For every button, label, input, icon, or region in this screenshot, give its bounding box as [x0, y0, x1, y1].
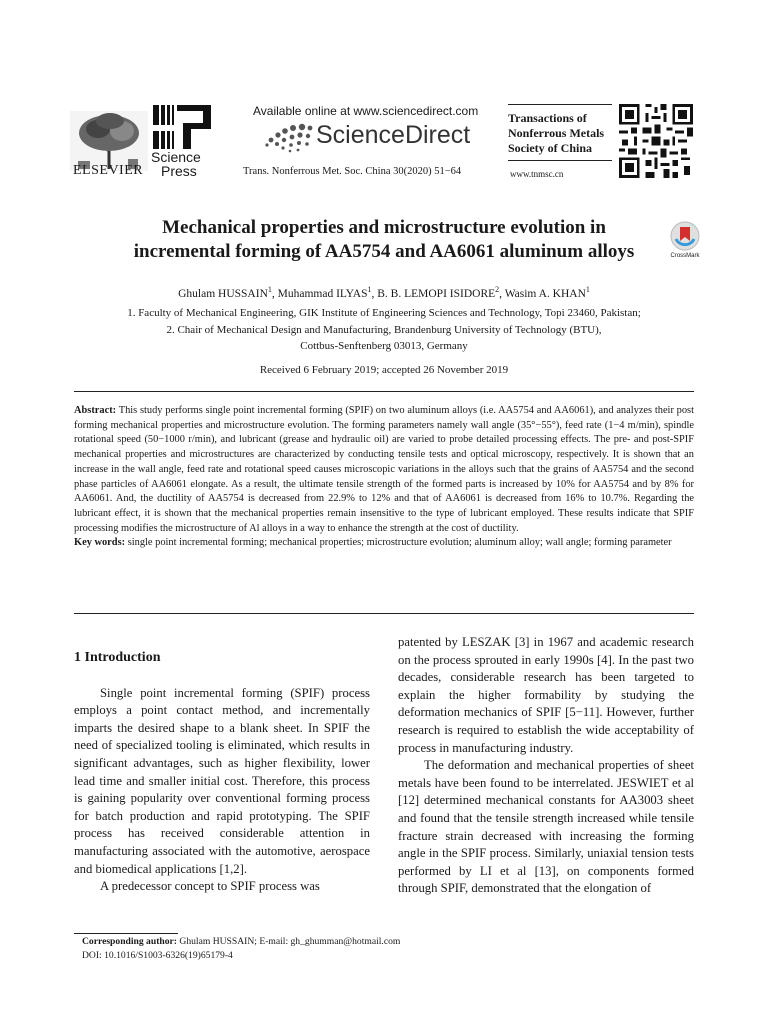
section-heading: 1 Introduction — [74, 650, 161, 665]
affiliation-line: Cottbus-Senftenberg 03013, Germany — [300, 340, 468, 352]
abstract — [74, 404, 694, 551]
affiliation-line: 1. Faculty of Mechanical Engineering, GIK Institute of Engineering Sciences and Technology, Topi 23460, Pakistan; — [127, 307, 641, 319]
corresponding-text: Ghulam HUSSAIN; E-mail: gh_ghumman@hotmail.com — [179, 936, 401, 947]
divider-bottom — [74, 613, 694, 614]
paragraph: The deformation and mechanical properties of sheet metals have been found to be interrelated. JESWIET et al [12] determined mechanical constants for AA3003 sheet and found that the tensile strength increased while tensile fracture strain decreased with increasing the forming angle in the SPIF process. Similarly, uniaxial tension tests performed by LI et al [13], on components formed through SPIF, demonstrated that the elongation of — [398, 758, 694, 896]
corresponding-label: Corresponding author: — [82, 936, 177, 947]
author-affiliation-mark: 2 — [495, 285, 500, 294]
science-press-logo — [151, 103, 213, 151]
footnote-rule — [74, 933, 178, 934]
abstract-text: This study performs single point incremental forming (SPIF) on two aluminum alloys (i.e. AA5754 and AA6061), and analyzes their post forming mechanical properties and microstructure evolution. The forming parameters namely wall angle (35°−55°), feed rate (1−4 m/min), spindle rotational speed (50−1000 r/min), and lubricant (grease and hydraulic oil) are varied to probe detailed processing effects. The pre- and post-SPIF mechanical properties and microstructures are characterized by conducting tensile tests and optical microscopy, respectively. It is shown that an increase in the wall angle, feed rate and rotational speed causes microscopic variations in the alloys such that the grains of AA5754 and the second phase particles of AA6061 elongate. As a result, the ultimate tensile strength of the formed parts is increased by 10% for AA5754 and by 8% for AA6061. And, the ductility of AA5754 is decreased from 22.9% to 12% and that of AA6061 is decreased from 16% to 10.7%. Regarding the lubricant effect, it is shown that the mechanical properties remain insensitive to the type of lubricant employed. These results indicate that SPIF processing modifies the microstructure of Al alloys in a way to enhance the strength at the cost of ductility. — [74, 405, 694, 534]
author-list: Ghulam HUSSAIN$^1$, Muhammad ILYAS$^1$, B. B. LEMOPI ISIDORE$^2$, Wasim A. KHAN$^1$ — [178, 285, 590, 300]
qr-code-icon — [619, 104, 693, 178]
journal-citation: Trans. Nonferrous Met. Soc. China 30(2020) 51−64 — [243, 166, 462, 177]
crossmark-icon — [670, 221, 700, 251]
crossmark-label: CrossMark — [670, 253, 700, 259]
author-affiliation-mark: 1 — [267, 285, 272, 294]
sciencedirect-name: ScienceDirect — [316, 121, 471, 149]
sciencedirect-dots-icon — [263, 120, 315, 154]
title-line-1: Mechanical properties and microstructure evolution in — [162, 217, 606, 238]
journal-url: www.tnmsc.cn — [510, 169, 564, 179]
author-name: Wasim A. KHAN — [504, 287, 586, 300]
author-affiliation-mark: 1 — [585, 285, 590, 294]
author-affiliation-mark: 1 — [367, 285, 372, 294]
keywords-text: single point incremental forming; mechanical properties; microstructure evolution; aluminum alloy; wall angle; forming parameter — [127, 537, 672, 549]
left-column — [74, 634, 370, 896]
divider-top — [74, 391, 694, 392]
journal-masthead — [508, 104, 612, 161]
affiliations — [0, 305, 768, 355]
journal-name-line-3: Society of China — [508, 141, 592, 155]
title-line-2: incremental forming of AA5754 and AA6061 aluminum alloys — [133, 241, 635, 262]
science-press-text — [151, 150, 201, 178]
press-line-1: Science — [151, 149, 201, 165]
journal-name-line-2: Nonferrous Metals — [508, 126, 605, 140]
publisher-name: ELSEVIER — [73, 163, 144, 178]
press-line-2: Press — [161, 163, 197, 179]
right-column — [398, 634, 694, 898]
keywords-label: Key words: — [74, 537, 126, 549]
paragraph: patented by LESZAK [3] in 1967 and academic research on the process sprouted in early 1990s [4]. In the past two decades, considerable research has been targeted to explain the higher formability by studying the deformation mechanics of SPIF [5−11]. However, further research is required to establish the wide acceptability of process in manufacturing industry. — [398, 635, 694, 755]
affiliation-line: 2. Chair of Mechanical Design and Manufacturing, Brandenburg University of Technology (BTU), — [166, 323, 602, 336]
corresponding-author — [82, 935, 400, 949]
doi: DOI: 10.1016/S1003-6326(19)65179-4 — [82, 950, 233, 961]
paragraph: A predecessor concept to SPIF process was — [100, 879, 320, 894]
author-name: Muhammad ILYAS — [277, 287, 368, 300]
journal-name-line-1: Transactions of — [508, 111, 587, 125]
available-online: Available online at www.sciencedirect.com — [253, 104, 479, 118]
abstract-label: Abstract: — [74, 405, 117, 416]
received-dates: Received 6 February 2019; accepted 26 November 2019 — [259, 364, 509, 376]
author-name: B. B. LEMOPI ISIDORE — [377, 287, 496, 300]
footnote — [82, 935, 400, 963]
paragraph: Single point incremental forming (SPIF) process employs a point contact method, and incrementally imparts the desired shape to a blank sheet. In SPIF the need of specialized tooling is eliminated, which results in significant advantages, such as higher flexibility, lower lead time and smaller initial cost. Therefore, this process is gaining popularity over conventional forming process for batch production and rapid prototyping. The SPIF process has received considerable attention in manufacturing associated with the automotive, aerospace and biomedical applications [1,2]. — [74, 685, 370, 876]
crossmark-badge[interactable] — [668, 221, 702, 259]
author-name: Ghulam HUSSAIN — [178, 287, 268, 300]
paper-title — [0, 216, 768, 264]
